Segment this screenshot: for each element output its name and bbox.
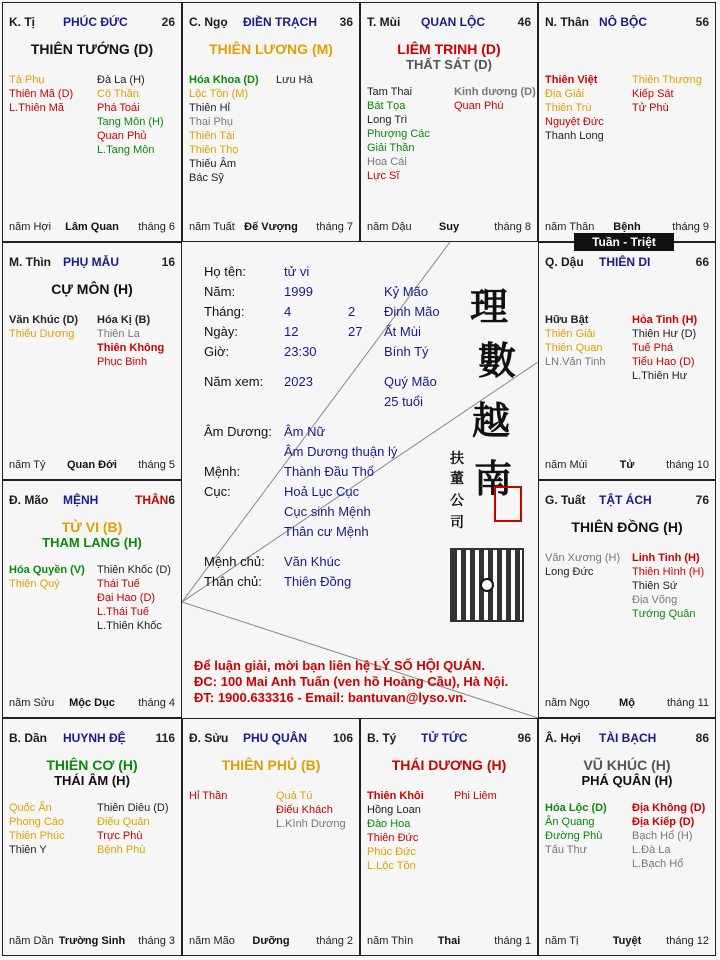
footer-year: năm Tuất bbox=[189, 221, 235, 233]
palace-mui bbox=[360, 2, 538, 242]
star-item: Đại Hao (D) bbox=[97, 592, 156, 604]
star-item: Quan Phù bbox=[454, 100, 504, 112]
star-item: Hỏa Tinh (H) bbox=[632, 314, 698, 326]
palace-number: 76 bbox=[695, 493, 709, 507]
calligraphy-char-4: 南 bbox=[474, 456, 513, 501]
star-item: Thiên Hình (H) bbox=[632, 566, 705, 578]
footer-month: tháng 8 bbox=[494, 221, 531, 233]
calligraphy-char-2: 數 bbox=[478, 338, 517, 383]
star-item: Phượng Các bbox=[367, 128, 430, 140]
star-item: Đào Hoa bbox=[367, 818, 411, 830]
palace-header bbox=[9, 255, 175, 271]
main-star: VŨ KHÚC (H) bbox=[583, 757, 671, 773]
footer-year: năm Tị bbox=[545, 935, 579, 947]
footer-year: năm Dần bbox=[9, 935, 54, 947]
palace-number: 46 bbox=[517, 15, 531, 29]
star-item: Kiếp Sát bbox=[632, 88, 674, 100]
star-item: Hoa Cái bbox=[367, 156, 407, 168]
star-item: Thiên Hư (D) bbox=[632, 328, 697, 340]
star-item: Hóa Quyền (V) bbox=[9, 564, 85, 576]
value-than-chu: Thiên Đồng bbox=[284, 574, 352, 589]
life-stage: Tử bbox=[619, 459, 635, 471]
palace-name: NÔ BỘC bbox=[599, 15, 647, 29]
value-cuc-3: Thân cư Mệnh bbox=[284, 524, 369, 539]
palace-name: PHÚC ĐỨC bbox=[63, 15, 128, 29]
minor-stars-right bbox=[97, 801, 169, 857]
palace-dan bbox=[2, 718, 182, 956]
palace-footer bbox=[545, 459, 709, 473]
footer-month: tháng 7 bbox=[316, 221, 353, 233]
main-star: CỰ MÔN (H) bbox=[51, 281, 133, 297]
value-view-can: Quý Mão bbox=[384, 374, 437, 389]
star-item: Quả Tú bbox=[276, 790, 313, 802]
star-item: Thiên Mã (D) bbox=[9, 88, 74, 100]
palace-header bbox=[9, 493, 175, 509]
life-stage: Thai bbox=[437, 935, 461, 947]
footer-year: năm Mùi bbox=[545, 459, 588, 471]
value-day-solar: 12 bbox=[284, 324, 299, 339]
minor-stars-left bbox=[9, 801, 65, 857]
minor-stars-right bbox=[97, 563, 171, 633]
star-item: Linh Tinh (H) bbox=[632, 552, 700, 564]
star-item: Cô Thần bbox=[97, 88, 139, 100]
star-item: Phong Cáo bbox=[9, 816, 65, 828]
value-cuc: Hoả Lục Cục bbox=[284, 484, 360, 499]
star-item: Thiên Không bbox=[97, 342, 165, 354]
calligraphy-char-1: 理 bbox=[470, 284, 509, 329]
minor-stars-right bbox=[276, 789, 346, 831]
branch-label: B. Tý bbox=[367, 731, 397, 745]
star-item: Thiên Hỉ bbox=[189, 102, 230, 114]
palace-number: 106 bbox=[332, 731, 353, 745]
minor-stars-left bbox=[9, 73, 73, 115]
star-item: Điếu Quản bbox=[97, 816, 150, 828]
minor-stars-left bbox=[545, 551, 620, 579]
life-stage: Suy bbox=[438, 221, 460, 233]
palace-name: TÀI BẠCH bbox=[599, 731, 657, 745]
palace-number: 96 bbox=[517, 731, 531, 745]
main-star: THIÊN TƯỚNG (D) bbox=[30, 41, 154, 57]
palace-number: 66 bbox=[695, 255, 709, 269]
palace-footer bbox=[189, 221, 353, 235]
palace-header bbox=[545, 493, 709, 509]
footer-month: tháng 10 bbox=[666, 459, 709, 471]
star-item: Long Đức bbox=[545, 566, 594, 578]
star-item: Hồng Loan bbox=[367, 804, 421, 816]
label-than-chu: Thân chủ: bbox=[204, 574, 262, 589]
minor-stars-left bbox=[367, 85, 430, 183]
footer-year: năm Mão bbox=[189, 935, 235, 947]
star-item: Điếu Khách bbox=[276, 804, 333, 816]
palace-header bbox=[189, 15, 353, 31]
star-item: Thanh Long bbox=[545, 130, 604, 142]
life-stage: Trường Sinh bbox=[58, 935, 126, 947]
star-item: Thiên Quý bbox=[9, 578, 60, 590]
palace-name: QUAN LỘC bbox=[421, 15, 485, 29]
palace-header bbox=[9, 731, 175, 747]
life-stage: Bệnh bbox=[613, 221, 641, 233]
star-item: Trực Phù bbox=[97, 830, 143, 842]
star-item: Thiên La bbox=[97, 328, 140, 340]
footer-month: tháng 3 bbox=[138, 935, 175, 947]
star-item: Kinh dương (D) bbox=[454, 86, 536, 98]
palace-number: 26 bbox=[161, 15, 175, 29]
star-item: L.Kình Dương bbox=[276, 818, 346, 830]
star-item: L.Lộc Tồn bbox=[367, 860, 416, 872]
value-cuc-2: Cục sinh Mệnh bbox=[284, 504, 371, 519]
contact-line-1: Để luận giải, mời bạn liên hệ LÝ SỐ HỘI QUÁN. bbox=[194, 658, 485, 673]
small-char-4: 司 bbox=[450, 515, 464, 531]
main-star: THIÊN LƯƠNG (M) bbox=[209, 41, 333, 57]
star-item: Hóa Lộc (D) bbox=[545, 802, 607, 814]
star-item: Quan Phủ bbox=[97, 130, 147, 142]
star-item: Lực Sĩ bbox=[367, 170, 400, 182]
sub-star: THẤT SÁT (D) bbox=[406, 57, 492, 72]
footer-year: năm Thân bbox=[545, 221, 595, 233]
star-item: Bệnh Phù bbox=[97, 844, 146, 856]
star-item: Văn Khúc (D) bbox=[9, 314, 79, 326]
palace-header bbox=[545, 255, 709, 271]
calligraphy-char-3: 越 bbox=[472, 398, 511, 443]
star-item: Tam Thai bbox=[367, 86, 413, 98]
palace-number: 56 bbox=[695, 15, 709, 29]
minor-stars-left bbox=[545, 73, 604, 143]
star-item: L.Thiên Khốc bbox=[97, 620, 162, 632]
star-item: Thai Phụ bbox=[189, 116, 234, 128]
palace-footer bbox=[545, 935, 709, 949]
star-item: Tả Phụ bbox=[9, 74, 45, 86]
palace-suu bbox=[182, 718, 360, 956]
palace-ty bbox=[2, 2, 182, 242]
value-month-can: Đinh Mão bbox=[384, 304, 440, 319]
star-item: L.Đà La bbox=[632, 844, 671, 856]
palace-number: 86 bbox=[695, 731, 709, 745]
life-stage: Dưỡng bbox=[252, 935, 290, 947]
star-item: Thiếu Âm bbox=[189, 158, 237, 170]
star-item: L.Bạch Hổ bbox=[632, 858, 684, 870]
label-menh: Mệnh: bbox=[204, 464, 241, 479]
star-item: Thiên Sứ bbox=[632, 580, 678, 592]
star-item: Tang Môn (H) bbox=[97, 116, 164, 128]
value-month-solar: 4 bbox=[284, 304, 292, 319]
palace-footer bbox=[9, 697, 175, 711]
main-star: TỬ VI (B) bbox=[61, 519, 123, 535]
palace-number: 116 bbox=[155, 731, 175, 745]
star-item: Thiên Việt bbox=[545, 74, 598, 86]
star-item: Tướng Quân bbox=[632, 608, 696, 620]
star-item: Thái Tuế bbox=[97, 578, 140, 590]
label-hour: Giờ: bbox=[204, 344, 230, 359]
life-stage: Đế Vượng bbox=[244, 221, 298, 233]
palace-header bbox=[545, 15, 709, 31]
label-view-year: Năm xem: bbox=[204, 374, 264, 389]
star-item: Long Trì bbox=[367, 114, 408, 126]
palace-name: MỆNH bbox=[63, 493, 99, 507]
palace-footer bbox=[545, 697, 709, 711]
label-month: Tháng: bbox=[204, 304, 245, 319]
value-menh-chu: Văn Khúc bbox=[284, 554, 341, 569]
life-stage: Mộ bbox=[619, 697, 635, 709]
branch-label: C. Ngọ bbox=[189, 15, 228, 29]
footer-month: tháng 11 bbox=[666, 697, 709, 709]
star-item: Quốc Ấn bbox=[9, 802, 52, 814]
value-name: tử vi bbox=[284, 264, 310, 279]
star-item: Lộc Tồn (M) bbox=[189, 88, 249, 100]
life-stage: Lâm Quan bbox=[65, 221, 119, 233]
star-item: Hữu Bật bbox=[545, 314, 589, 326]
life-stage: Tuyệt bbox=[612, 935, 642, 947]
footer-month: tháng 6 bbox=[138, 221, 175, 233]
label-year: Năm: bbox=[204, 284, 236, 299]
contact-line-3: ĐT: 1900.633316 - Email: bantuvan@lyso.vn. bbox=[194, 690, 467, 705]
minor-stars-right bbox=[454, 789, 497, 803]
minor-stars-right bbox=[632, 313, 697, 383]
footer-month: tháng 2 bbox=[316, 935, 353, 947]
star-item: Địa Kiếp (D) bbox=[632, 816, 695, 828]
value-menh: Thành Đầu Thổ bbox=[284, 464, 375, 479]
tuan-triet-badge: Tuần - Triệt bbox=[574, 233, 674, 251]
star-item: Đà La (H) bbox=[97, 74, 145, 86]
palace-footer bbox=[367, 935, 531, 949]
star-item: Tử Phù bbox=[632, 102, 669, 114]
small-char-3: 公 bbox=[450, 493, 464, 509]
small-char-2: 董 bbox=[450, 471, 464, 487]
main-star: THIÊN PHỦ (B) bbox=[221, 757, 321, 773]
star-item: Thiên Phúc bbox=[9, 830, 65, 842]
palace-ti bbox=[360, 718, 538, 956]
minor-stars-left bbox=[9, 563, 85, 591]
star-item: Thiên Thọ bbox=[189, 144, 239, 156]
value-day-lunar: 27 bbox=[348, 324, 363, 339]
star-item: Tiểu Hao (D) bbox=[632, 356, 695, 368]
palace-thin bbox=[2, 242, 182, 480]
star-item: L.Tang Môn bbox=[97, 144, 155, 156]
palace-header bbox=[9, 15, 175, 31]
sub-star: THAM LANG (H) bbox=[42, 535, 142, 550]
palace-hoi bbox=[538, 718, 716, 956]
minor-stars-right bbox=[97, 313, 164, 369]
minor-stars-left bbox=[367, 789, 424, 873]
footer-year: năm Tý bbox=[9, 459, 46, 471]
value-hour-can: Bính Tý bbox=[384, 344, 429, 359]
palace-number: 16 bbox=[161, 255, 175, 269]
palace-name: PHỤ MẪU bbox=[63, 255, 119, 269]
palace-name: PHU QUÂN bbox=[243, 731, 308, 745]
star-item: Ân Quang bbox=[545, 816, 595, 828]
branch-label: B. Dần bbox=[9, 731, 48, 745]
palace-number: 36 bbox=[339, 15, 353, 29]
red-seal-icon bbox=[494, 486, 522, 522]
footer-month: tháng 4 bbox=[138, 697, 175, 709]
label-menh-chu: Mệnh chủ: bbox=[204, 554, 265, 569]
center-info-panel bbox=[182, 242, 538, 718]
minor-stars-right bbox=[276, 73, 313, 87]
branch-label: N. Thân bbox=[545, 15, 589, 29]
branch-label: T. Mùi bbox=[367, 15, 401, 29]
star-item: Thiên Diêu (D) bbox=[97, 802, 169, 814]
value-year-can: Kỷ Mão bbox=[384, 284, 429, 299]
star-item: Thiên Khôi bbox=[367, 790, 424, 802]
star-item: Phi Liêm bbox=[454, 790, 497, 802]
palace-name: TỬ TỨC bbox=[421, 731, 468, 745]
palace-header bbox=[545, 731, 709, 747]
palace-name: HUYNH ĐỆ bbox=[63, 731, 126, 745]
label-cuc: Cục: bbox=[204, 484, 231, 499]
star-item: Thiên Giải bbox=[545, 328, 596, 340]
main-star: THIÊN CƠ (H) bbox=[46, 757, 138, 773]
footer-month: tháng 5 bbox=[138, 459, 175, 471]
star-item: Tuế Phá bbox=[632, 342, 674, 354]
star-item: Nguyệt Đức bbox=[545, 116, 604, 128]
star-item: Thiên Khốc (D) bbox=[97, 564, 171, 576]
star-item: Thiên Tài bbox=[189, 130, 235, 142]
star-item: Bác Sỹ bbox=[189, 172, 224, 184]
star-item: Thiếu Dương bbox=[9, 328, 75, 340]
main-star: THÁI DƯƠNG (H) bbox=[391, 757, 507, 773]
star-item: Địa Võng bbox=[632, 594, 678, 606]
palace-name: ĐIỀN TRẠCH bbox=[243, 15, 317, 29]
palace-footer bbox=[9, 459, 175, 473]
value-hour: 23:30 bbox=[284, 344, 317, 359]
palace-header bbox=[367, 731, 531, 747]
minor-stars-left bbox=[9, 313, 78, 341]
palace-name: THIÊN DI bbox=[599, 255, 651, 269]
palace-mao bbox=[2, 480, 182, 718]
minor-stars-right bbox=[632, 551, 704, 621]
footer-year: năm Thìn bbox=[367, 935, 414, 947]
value-month-lunar: 2 bbox=[348, 304, 356, 319]
label-name: Họ tên: bbox=[204, 264, 246, 279]
star-item: Địa Giải bbox=[545, 88, 585, 100]
footer-year: năm Dậu bbox=[367, 221, 412, 233]
star-item: Bát Tọa bbox=[367, 100, 406, 112]
palace-header bbox=[367, 15, 531, 31]
branch-label: Â. Hợi bbox=[545, 731, 581, 745]
star-item: Hỉ Thần bbox=[189, 790, 228, 802]
branch-label: Q. Dậu bbox=[545, 255, 584, 269]
minor-stars-left bbox=[545, 313, 606, 369]
qr-center-icon bbox=[480, 578, 494, 592]
minor-stars-right bbox=[632, 801, 705, 871]
sub-star: THÁI ÂM (H) bbox=[54, 773, 130, 788]
star-item: Phúc Đức bbox=[367, 846, 416, 858]
label-day: Ngày: bbox=[204, 324, 238, 339]
value-age: 25 tuổi bbox=[384, 394, 424, 409]
star-item: Hóa Khoa (D) bbox=[189, 74, 259, 86]
footer-month: tháng 1 bbox=[494, 935, 531, 947]
branch-label: M. Thìn bbox=[9, 255, 51, 269]
star-item: Văn Xương (H) bbox=[545, 552, 621, 564]
footer-month: tháng 12 bbox=[666, 935, 709, 947]
main-star: THIÊN ĐỒNG (H) bbox=[571, 519, 683, 535]
palace-name: TẬT ÁCH bbox=[599, 493, 652, 507]
footer-year: năm Ngọ bbox=[545, 697, 590, 709]
minor-stars-right bbox=[97, 73, 164, 157]
value-year: 1999 bbox=[284, 284, 313, 299]
branch-label: G. Tuất bbox=[545, 493, 586, 507]
star-item: LN.Văn Tinh bbox=[545, 356, 606, 368]
star-item: Địa Không (D) bbox=[632, 802, 706, 814]
star-item: Thiên Thương bbox=[632, 74, 703, 86]
value-amduong: Âm Nữ bbox=[284, 424, 326, 439]
star-item: L.Thái Tuế bbox=[97, 606, 149, 618]
star-item: Thiên Y bbox=[9, 844, 47, 856]
footer-year: năm Sửu bbox=[9, 697, 55, 709]
than-flag: THÂN bbox=[135, 493, 169, 507]
label-amduong: Âm Dương: bbox=[204, 424, 272, 439]
small-char-1: 扶 bbox=[450, 451, 464, 467]
minor-stars-left bbox=[189, 73, 259, 185]
palace-than bbox=[538, 2, 716, 242]
palace-footer bbox=[367, 221, 531, 235]
life-stage: Quan Đới bbox=[67, 459, 117, 471]
life-stage: Mộc Dục bbox=[69, 697, 115, 709]
minor-stars-left bbox=[545, 801, 607, 857]
value-day-can: Ất Mùi bbox=[384, 324, 421, 339]
minor-stars-left bbox=[189, 789, 227, 803]
star-item: Đường Phù bbox=[545, 830, 603, 842]
branch-label: K. Tị bbox=[9, 15, 35, 29]
palace-dau bbox=[538, 242, 716, 480]
value-view-year: 2023 bbox=[284, 374, 313, 389]
minor-stars-right bbox=[454, 85, 536, 113]
main-star: LIÊM TRINH (D) bbox=[397, 41, 501, 57]
palace-footer bbox=[9, 935, 175, 949]
star-item: Phá Toái bbox=[97, 102, 140, 114]
star-item: Bạch Hổ (H) bbox=[632, 830, 693, 842]
contact-block bbox=[194, 658, 508, 706]
star-item: L.Thiên Mã bbox=[9, 102, 65, 114]
star-item: L.Thiên Hư bbox=[632, 370, 688, 382]
value-amduong-2: Âm Dương thuận lý bbox=[284, 444, 398, 459]
branch-label: Đ. Mão bbox=[9, 493, 49, 507]
sub-star: PHÁ QUÂN (H) bbox=[581, 773, 673, 788]
contact-line-2: ĐC: 100 Mai Anh Tuấn (ven hồ Hoàng Cầu), Hà Nội. bbox=[194, 674, 509, 689]
palace-ngo bbox=[182, 2, 360, 242]
star-item: Thiên Quan bbox=[545, 342, 603, 354]
palace-tuat bbox=[538, 480, 716, 718]
footer-month: tháng 9 bbox=[672, 221, 709, 233]
footer-year: năm Hợi bbox=[9, 221, 52, 233]
branch-label: Đ. Sửu bbox=[189, 731, 229, 745]
star-item: Thiên Trù bbox=[545, 102, 592, 114]
minor-stars-right bbox=[632, 73, 702, 115]
palace-footer bbox=[189, 935, 353, 949]
star-item: Lưu Hà bbox=[276, 74, 313, 86]
palace-header bbox=[189, 731, 353, 747]
star-item: Thiên Đức bbox=[367, 832, 419, 844]
palace-number: 6 bbox=[168, 493, 175, 507]
star-item: Tấu Thư bbox=[545, 844, 588, 856]
palace-footer bbox=[9, 221, 175, 235]
star-item: Giải Thần bbox=[367, 142, 415, 154]
star-item: Phục Binh bbox=[97, 356, 148, 368]
star-item: Hóa Kị (B) bbox=[97, 314, 151, 326]
